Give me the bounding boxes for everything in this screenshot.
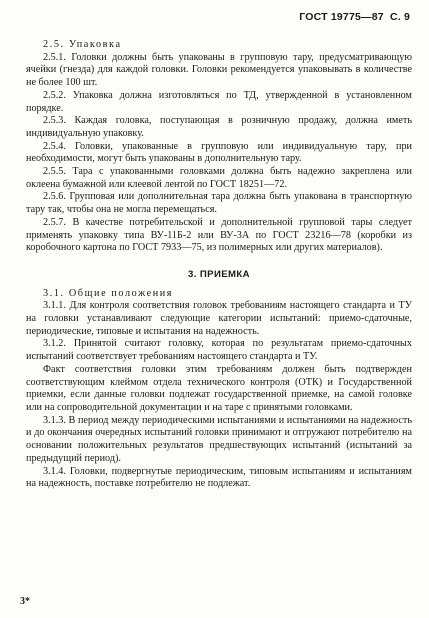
document-body: [26, 39, 412, 491]
paragraph-3-1-2-cont: Факт соответствия головки этим требованиям должен быть подтвержден соответствующим клеймом отдела технического контроля (ОТК) и Государственной приемки, если данные головки подлежат государственной приемке, на самой головке или на сопроводительной документации и на таре с принятыми головками.: [26, 363, 412, 413]
page-number: С. 9: [389, 11, 410, 23]
section-title-acceptance: 3. ПРИЕМКА: [187, 268, 251, 280]
subsection-heading-packaging: 2.5. Упаковка: [43, 39, 122, 50]
paragraph-3-1-1: 3.1.1. Для контроля соответствия головок требованиям настоящего стандарта и ТУ на головки устанавливают следующие категории испытаний: приемо-сдаточные, периодические, типовые и испытания на надежность.: [26, 300, 412, 337]
standard-number: ГОСТ 19775—87: [299, 11, 384, 23]
paragraph-2-5-3: 2.5.3. Каждая головка, поступающая в розничную продажу, должна иметь индивидуальную упаковку.: [26, 115, 412, 139]
paragraph-2-5-2: 2.5.2. Упаковка должна изготовляться по ТД, утвержденной в установленном порядке.: [26, 89, 412, 114]
paragraph-2-5-7: 2.5.7. В качестве потребительской и дополнительной групповой тары следует применять упаковку типа ВУ-11Б-2 или ВУ-3А по ГОСТ 23216—78 (коробки из коробочного картона по ГОСТ 7933—75, из полимерных или других материалов).: [26, 216, 412, 254]
paragraph-2-5-1: 2.5.1. Головки должны быть упакованы в групповую тару, предусматривающую ячейки (гнезда) для каждой головки. Головки рекомендуется упаковывать в количестве не более 100 шт.: [26, 51, 412, 89]
subsection-heading-general: 3.1. Общие положения: [43, 287, 174, 299]
paragraph-2-5-4: 2.5.4. Головки, упакованные в групповую или индивидуальную тару, при необходимости, могут быть упакованы в дополнительную тару.: [26, 140, 412, 165]
paragraph-3-1-2: 3.1.2. Принятой считают головку, которая по результатам приемо-сдаточных испытаний соответствует требованиям настоящего стандарта и ТУ.: [26, 338, 412, 363]
paragraph-2-5-5: 2.5.5. Тара с упакованными головками должна быть надежно закреплена или оклеена бумажной или клеевой лентой по ГОСТ 18251—72.: [26, 166, 412, 190]
paragraph-3-1-4: 3.1.4. Головки, подвергнутые периодическим, типовым испытаниям и испытаниям на надежность, поставке потребителю не подлежат.: [26, 465, 412, 490]
paragraph-2-5-6: 2.5.6. Групповая или дополнительная тара должна быть упакована в транспортную тару так, чтобы она не могла перемещаться.: [26, 191, 412, 216]
signature-mark: 3*: [20, 596, 30, 607]
page-header: [296, 11, 410, 23]
paragraph-3-1-3: 3.1.3. В период между периодическими испытаниями и испытаниями на надежность и до окончания очередных испытаний головки принимают и отгружают потребителю на основании положительных результатов предшествующих испытаний (испытаний за предыдущий период).: [26, 414, 412, 464]
